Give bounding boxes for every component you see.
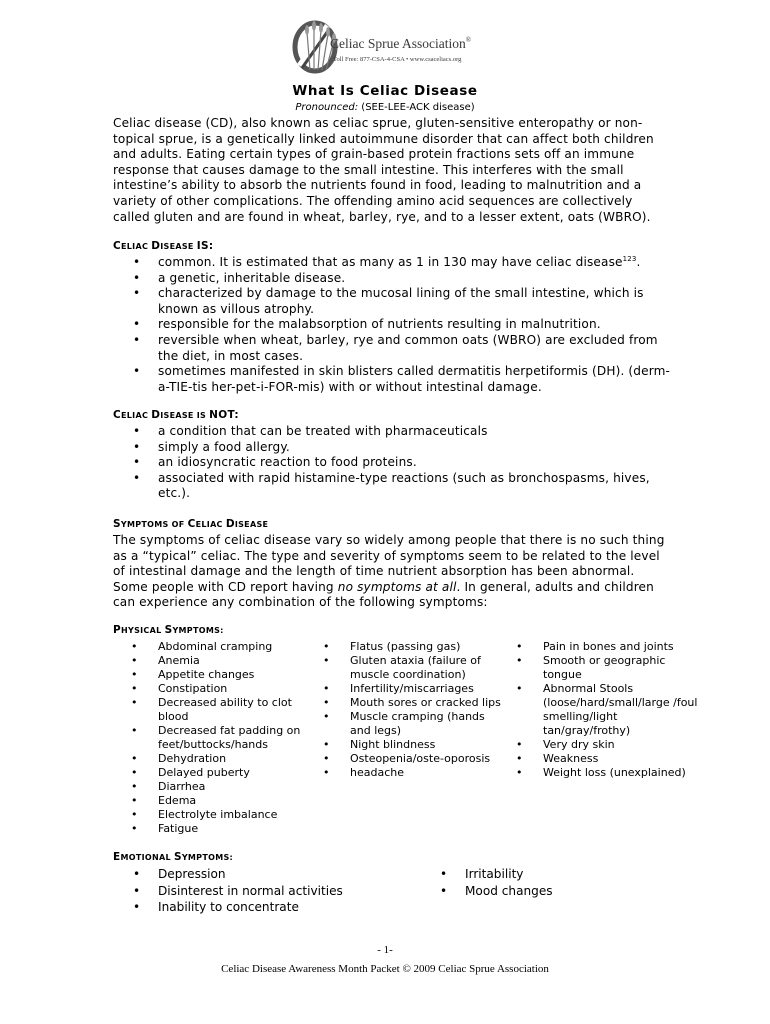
pronunciation-value: (SEE-LEE-ACK disease) [361, 102, 475, 113]
list-item: • Constipation [113, 682, 303, 696]
emotional-column-1 [113, 866, 433, 916]
list-item: • Smooth or geographic tongue [498, 654, 698, 682]
list-item: • Depression [113, 866, 433, 883]
pronunciation [0, 102, 770, 113]
list-item: • headache [305, 766, 505, 780]
not-section-heading: CELIAC DISEASE IS NOT: [113, 409, 239, 421]
list-item: • Night blindness [305, 738, 505, 752]
page-footer: Celiac Disease Awareness Month Packet © 2009 Celiac Sprue Association [221, 963, 549, 975]
list-item: • characterized by damage to the mucosal lining of the small intestine, which is known as villous atrophy. [113, 286, 673, 317]
symptoms-paragraph: The symptoms of celiac disease vary so widely among people that there is no such thing as a “typical” celiac. The type and severity of symptoms seem to be related to the level of intestinal damage and the length of time nutrient absorption has been abnormal. Some people with CD report having no symptoms at all. In general, adults and children can experience any combination of the following symptoms: [113, 533, 665, 610]
list-item: • Irritability [420, 866, 640, 883]
list-item: • an idiosyncratic reaction to food proteins. [113, 455, 673, 471]
list-item: • Infertility/miscarriages [305, 682, 505, 696]
list-item: • Weakness [498, 752, 698, 766]
list-item: • Dehydration [113, 752, 303, 766]
emotional-column-2 [420, 866, 640, 899]
list-item: • Fatigue [113, 822, 303, 836]
list-item: • Anemia [113, 654, 303, 668]
list-item: • Appetite changes [113, 668, 303, 682]
physical-column-3 [498, 640, 698, 780]
list-item: • Delayed puberty [113, 766, 303, 780]
list-item: • Gluten ataxia (failure of muscle coordination) [305, 654, 505, 682]
physical-column-2 [305, 640, 505, 780]
org-contact: Toll Free: 877-CSA-4-CSA • www.csaceliacs.org [333, 56, 462, 63]
list-item: • sometimes manifested in skin blisters called dermatitis herpetiformis (DH). (derm-a-TIE-tis her-pet-i-FOR-mis) with or without intestinal damage. [113, 364, 673, 395]
list-item: • a condition that can be treated with pharmaceuticals [113, 424, 673, 440]
list-item: • Osteopenia/oste-oporosis [305, 752, 505, 766]
list-item: • Inability to concentrate [113, 899, 433, 916]
list-item: • Weight loss (unexplained) [498, 766, 698, 780]
org-name: Celiac Sprue Association® [330, 36, 472, 51]
is-section-heading: CELIAC DISEASE IS: [113, 240, 214, 252]
list-item: • Edema [113, 794, 303, 808]
list-item: • Very dry skin [498, 738, 698, 752]
intro-paragraph: Celiac disease (CD), also known as celiac sprue, gluten-sensitive enteropathy or non-topical sprue, is a genetically linked autoimmune disorder that can affect both children and adults. Eating certain types of grain-based protein fractions sets off an immune response that causes damage to the small intestine. This interferes with the small intestine’s ability to absorb the nutrients found in food, leading to malnutrition and a variety of other complications. The offending amino acid sequences are collectively called gluten and are found in wheat, barley, rye, and to a lesser extent, oats (WBRO). [113, 116, 654, 224]
footnote-ref: 123 [622, 254, 637, 263]
list-item: • Abdominal cramping [113, 640, 303, 654]
list-item: • Decreased fat padding on feet/buttocks/hands [113, 724, 303, 752]
list-item: • responsible for the malabsorption of nutrients resulting in malnutrition. [113, 317, 673, 333]
list-item: • Disinterest in normal activities [113, 883, 433, 900]
list-item: • Pain in bones and joints [498, 640, 698, 654]
pronunciation-label: Pronounced: [295, 102, 359, 113]
not-list [113, 424, 673, 502]
list-item: • Electrolyte imbalance [113, 808, 303, 822]
page-title: What Is Celiac Disease [292, 83, 478, 99]
emotional-symptoms-heading: EMOTIONAL SYMPTOMS: [113, 851, 234, 863]
list-item: • Muscle cramping (hands and legs) [305, 710, 505, 738]
page-number: - 1- [377, 944, 393, 956]
list-item: • Flatus (passing gas) [305, 640, 505, 654]
list-item: • Diarrhea [113, 780, 303, 794]
physical-column-1 [113, 640, 303, 836]
physical-symptoms-heading: PHYSICAL SYMPTOMS: [113, 624, 224, 636]
list-item: • a genetic, inheritable disease. [113, 271, 673, 287]
list-item: • Decreased ability to clot blood [113, 696, 303, 724]
list-item: • Abnormal Stools (loose/hard/small/large /foul smelling/light tan/gray/frothy) [498, 682, 698, 738]
list-item: • Mouth sores or cracked lips [305, 696, 505, 710]
list-item: • simply a food allergy. [113, 440, 673, 456]
symptoms-heading: SYMPTOMS OF CELIAC DISEASE [113, 518, 269, 530]
list-item: • reversible when wheat, barley, rye and common oats (WBRO) are excluded from the diet, in most cases. [113, 333, 673, 364]
list-item: • common. It is estimated that as many as 1 in 130 may have celiac disease$^{123}$. [113, 255, 673, 271]
list-item: • Mood changes [420, 883, 640, 900]
list-item: • associated with rapid histamine-type reactions (such as bronchospasms, hives, etc.). [113, 471, 673, 502]
is-list [113, 255, 673, 395]
